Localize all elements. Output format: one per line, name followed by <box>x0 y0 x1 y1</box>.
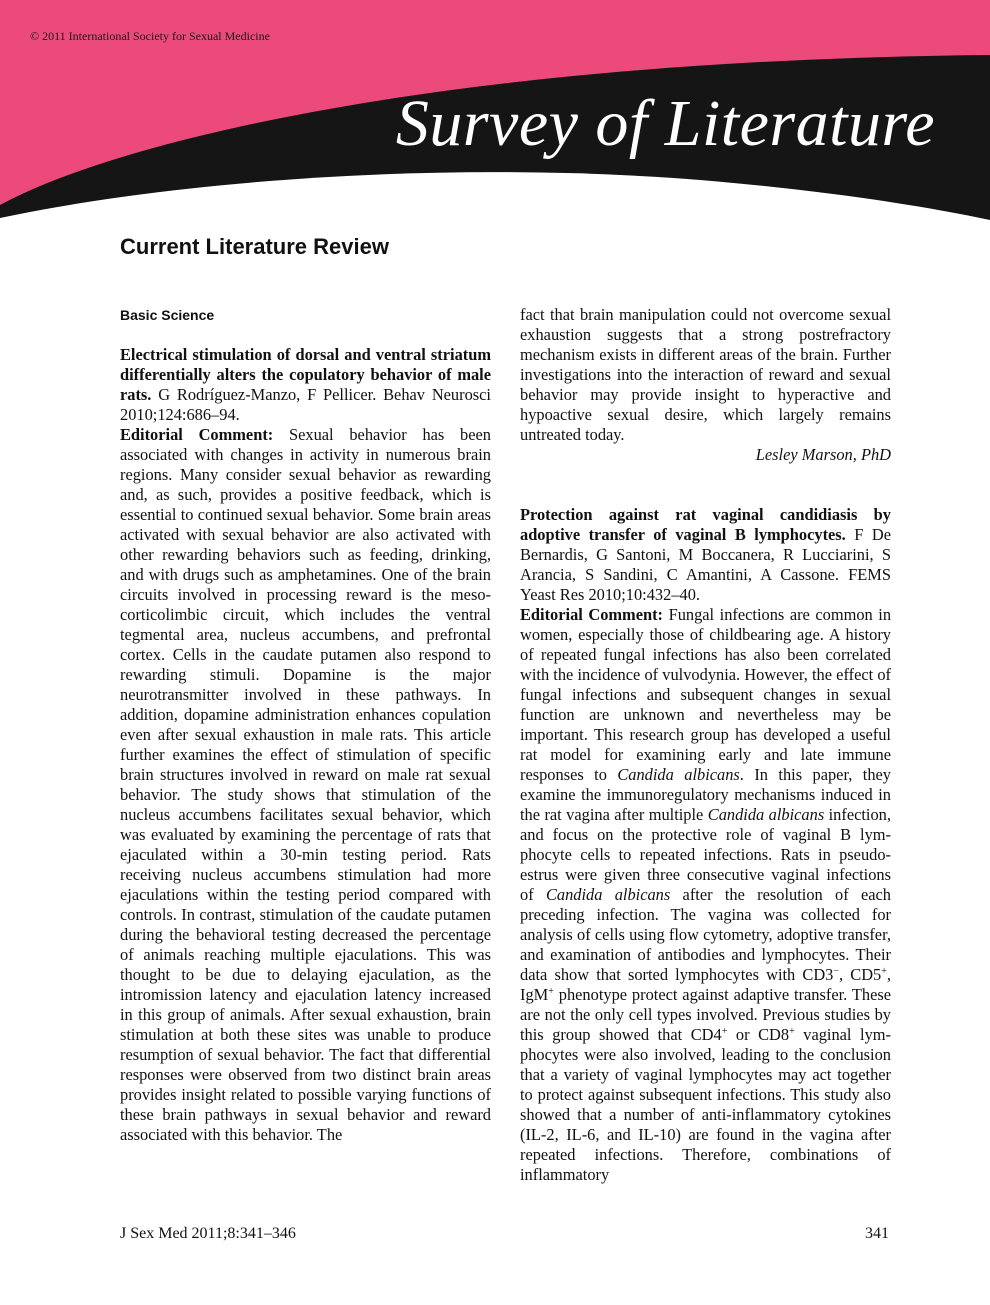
article-1-title: Electrical stimulation of dorsal and ventral striatum differentially alters the copulatory behavior of male rats. <box>120 345 491 404</box>
article-2-comment <box>520 605 891 1185</box>
superscript-plus: + <box>548 986 554 997</box>
article-2-comment-b: . In this paper, they examine the immunoregulatory mechanisms induced in the rat vagina after multiple <box>520 765 892 824</box>
article-1-comment-label: Editorial Comment: <box>120 425 274 444</box>
superscript-minus: − <box>833 966 840 977</box>
species-name: Candida albicans <box>707 805 825 824</box>
article-2-comment-f: vaginal lymphocytes were also involved, leading to the conclusion that a variety of vaginal lymphocytes may act together to protect against subsequent infections. This study also showed that a number of anti-inflammatory cytokines (IL-2, IL-6, and IL-10) are found in the vagina after repeated infections. Therefore, combinations of inflammatory <box>520 1025 891 1184</box>
article-2-comment-label: Editorial Comment: <box>520 605 664 624</box>
marker-cd8: or CD8 <box>727 1025 790 1044</box>
footer-citation: J Sex Med 2011;8:341–346 <box>120 1225 296 1242</box>
article-separator <box>520 465 891 485</box>
article-1-comment-continued: fact that brain manipulation could not overcome sexual exhaustion suggests that a strong postrefractory mechanism exists in different areas of the brain. Further investigations into the interaction of reward and sexual behavior may provide insight to hyperactive and hypoactive sexual desire, which largely remains untreated today. <box>520 305 891 444</box>
article-1-reference <box>120 345 491 425</box>
copyright-notice: © 2011 International Society for Sexual Medicine <box>30 29 270 43</box>
article-2-reference <box>520 505 891 605</box>
subsection-heading: Basic Science <box>120 307 215 323</box>
article-1-comment-text: Sexual behavior has been associated with changes in activity in numerous brain regions. Many consider sexual behavior as rewarding and, as such, provides a positive feedback, which is essential to continued sexual behavior. Some brain areas activated with sexual behavior are also activated with other rewarding behaviors such as feeding, drinking, and with drugs such as amphetamines. One of the brain circuits involved in processing reward is the mesocorticolimbic circuit, which includes the ventral tegmental area, nucleus accumbens, and prefrontal cortex. Cells in the caudate putamen also respond to rewarding stimuli. Dopamine is the major neurotransmitter involved in these pathways. In addition, dopamine administration enhances copulation even after sexual exhaustion in male rats. This article further examines the effect of stimulation of specific brain structures involved in reward on male rat sexual behavior. The study shows that stimulation of the nucleus accumbens facilitates sexual behavior, which was evaluated by examining the percentage of rats that ejaculated within a 30-min testing period. Rats receiving nucleus accumbens stimulation had more ejaculations within the testing period compared with controls. In contrast, stimulation of the caudate putamen during the behavioral testing decreased the percentage of animals reaching multiple ejaculations. This was thought to be due to delaying ejaculation, as the intromission latency and ejaculation latency increased in this group of animals. After sexual exhaustion, brain stimulation at both these sites was unable to produce resumption of sexual behavior. The fact that differential responses were observed from two distinct brain areas provides insight related to possible varying functions of these brain pathways in sexual behavior and reward associated with this behavior. The <box>120 425 491 1144</box>
marker-igm: , IgM <box>520 965 891 1004</box>
article-1-signature: Lesley Marson, PhD <box>755 445 891 464</box>
page-number: 341 <box>865 1225 889 1242</box>
article-2-comment-d: after the resolution of each preceding infection. The vagina was collected for analysis of cells using flow cytometry, adoptive transfer, and examination of antibodies and lymphocytes. Their data show that sorted lymphocytes with CD3 <box>520 885 891 984</box>
article-2-comment-a: Fungal infections are common in women, especially those of childbearing age. A history of repeated fungal infections has also been correlated with the incidence of vulvodynia. However, the effect of fungal infections and subsequent changes in sexual function are unknown and nevertheless may be important. This research group has developed a useful rat model for examining early and late immune responses to <box>520 605 892 784</box>
species-name: Candida albicans <box>617 765 740 784</box>
article-2-citation: F De Bernardis, G Santoni, M Boccanera, R Lucciarini, S Arancia, S Sandini, C Amantini, A Cassone. FEMS Yeast Res 2010;10:432–40. <box>520 525 891 604</box>
section-title: Current Literature Review <box>120 234 389 259</box>
superscript-plus: + <box>789 1026 795 1037</box>
article-separator-2 <box>520 485 891 505</box>
article-2-comment-c: infection, and focus on the protective role of vaginal B lymphocyte cells to repeated infections. Rats in pseudo-estrus were given three consecutive vaginal infections of <box>520 805 891 904</box>
article-2-title: Protection against rat vaginal candidiasis by adoptive transfer of vaginal B lymphocytes. <box>520 505 891 544</box>
species-name: Candida albicans <box>545 885 671 904</box>
superscript-plus: + <box>721 1026 728 1037</box>
signature-degree: PhD <box>860 445 891 464</box>
article-1-comment <box>120 425 491 1145</box>
article-1-citation: G Rodríguez-Manzo, F Pellicer. Behav Neurosci 2010;124:686–94. <box>120 385 491 424</box>
marker-cd5: , CD5 <box>839 965 882 984</box>
journal-section-title: Survey of Literature <box>395 87 935 160</box>
right-column <box>520 305 891 1185</box>
left-column <box>120 305 491 1145</box>
article-2-comment-e: phenotype protect against adaptive transfer. These are not the only cell types involved. Previous studies by this group showed that CD4 <box>520 985 891 1044</box>
signature-name: Lesley Marson <box>755 445 853 464</box>
superscript-plus: + <box>881 966 887 977</box>
